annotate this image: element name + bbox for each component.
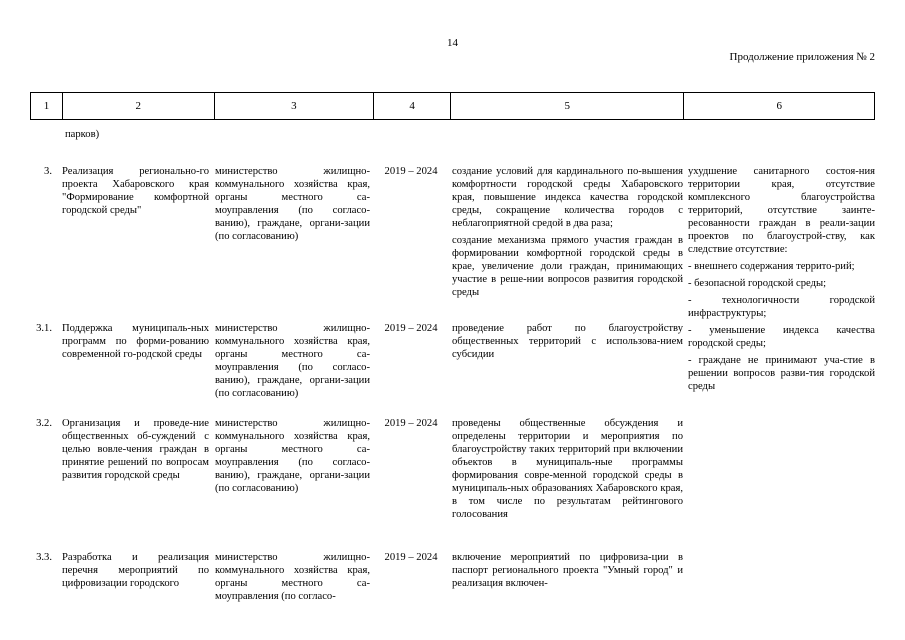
result-item: проведены общественные обсуждения и определены территории и мероприятия по благоустройству таких территорий при включении объектов в муниципаль-ные программы формирования совре-менной городской среды в муниципаль-ных образованиях Хабаровского края, в том числе по результатам рейтингового голосования bbox=[452, 418, 683, 520]
row-name: Организация и проведе-ние общественных об-суждений с целью вовле-чения граждан в принятие решений по вопросам развития городской среды bbox=[62, 418, 209, 481]
row-results bbox=[452, 165, 683, 299]
row-name: Реализация регионально-го проекта Хабаровского края "Формирование комфортной городской среды" bbox=[62, 166, 209, 216]
consequence-item: - технологичности городской инфраструктуры; bbox=[688, 295, 875, 319]
result-item: создание механизма прямого участия граждан в формировании комфортной городской среды в крае, увеличение доли граждан, принимающих участие в реше-нии вопросов развития городской среды bbox=[452, 235, 683, 298]
header-col-5: 5 bbox=[451, 93, 684, 119]
result-item: включение мероприятий по цифровиза-ции в паспорт регионального проекта "Умный город" и реализация включен- bbox=[452, 552, 683, 589]
row-number: 3.3. bbox=[36, 552, 52, 563]
result-item: проведение работ по благоустройству общественных территорий с использова-нием субсидии bbox=[452, 323, 683, 360]
header-col-3: 3 bbox=[215, 93, 375, 119]
header-col-1: 1 bbox=[31, 93, 63, 119]
page-number: 14 bbox=[447, 37, 458, 49]
table-header bbox=[30, 92, 875, 120]
row-name: Разработка и реализация перечня мероприятий по цифровизации городского bbox=[62, 552, 209, 589]
header-col-6: 6 bbox=[776, 100, 782, 112]
consequence-item: ухудшение санитарного состоя-ния территории края, отсутствие комплексного благоустройства территорий, отсутствие заинте-ресованности граждан в реали-зации проектов по благоустрой-ству, как следствие отсутствие: bbox=[688, 166, 875, 255]
consequence-item: - граждане не принимают уча-стие в решении вопросов разви-тия городской среды bbox=[688, 355, 875, 392]
row-results bbox=[452, 551, 683, 590]
row-results bbox=[452, 417, 683, 521]
result-item: создание условий для кардинального по-вышения комфортности городской среды Хабаровского края, повышение индекса качества городской среды, сокращение количества городов с неблагоприятной средой в два раза; bbox=[452, 166, 683, 229]
row-number: 3. bbox=[44, 166, 52, 177]
row-period: 2019 – 2024 bbox=[384, 418, 438, 429]
row-executor: министерство жилищно-коммунального хозяйства края, органы местного са-моуправления (по согласо-ванию), граждане, органи-зации (по согласованию) bbox=[215, 418, 370, 494]
continuation-text: парков) bbox=[65, 129, 100, 140]
appendix-title: Продолжение приложения № 2 bbox=[729, 51, 875, 63]
consequences bbox=[688, 165, 875, 397]
header-col-4: 4 bbox=[374, 93, 451, 119]
row-number: 3.1. bbox=[36, 323, 52, 334]
row-results bbox=[452, 322, 683, 361]
consequence-item: - внешнего содержания террито-рий; bbox=[688, 261, 855, 272]
row-name: Поддержка муниципаль-ных программ по форми-рованию современной го-родской среды bbox=[62, 323, 209, 360]
row-period: 2019 – 2024 bbox=[384, 166, 438, 177]
row-period: 2019 – 2024 bbox=[384, 552, 438, 563]
consequence-item: - безопасной городской среды; bbox=[688, 278, 827, 289]
header-col-2: 2 bbox=[63, 93, 215, 119]
consequence-item: - уменьшение индекса качества городской среды; bbox=[688, 325, 875, 349]
row-executor: министерство жилищно-коммунального хозяйства края, органы местного са-моуправления (по согласо- bbox=[215, 552, 370, 602]
row-executor: министерство жилищно-коммунального хозяйства края, органы местного са-моуправления (по согласо-ванию), граждане, органи-зации (по согласованию) bbox=[215, 166, 370, 242]
row-number: 3.2. bbox=[36, 418, 52, 429]
row-period: 2019 – 2024 bbox=[384, 323, 438, 334]
row-executor: министерство жилищно-коммунального хозяйства края, органы местного са-моуправления (по согласо-ванию), граждане, органи-зации (по согласованию) bbox=[215, 323, 370, 399]
